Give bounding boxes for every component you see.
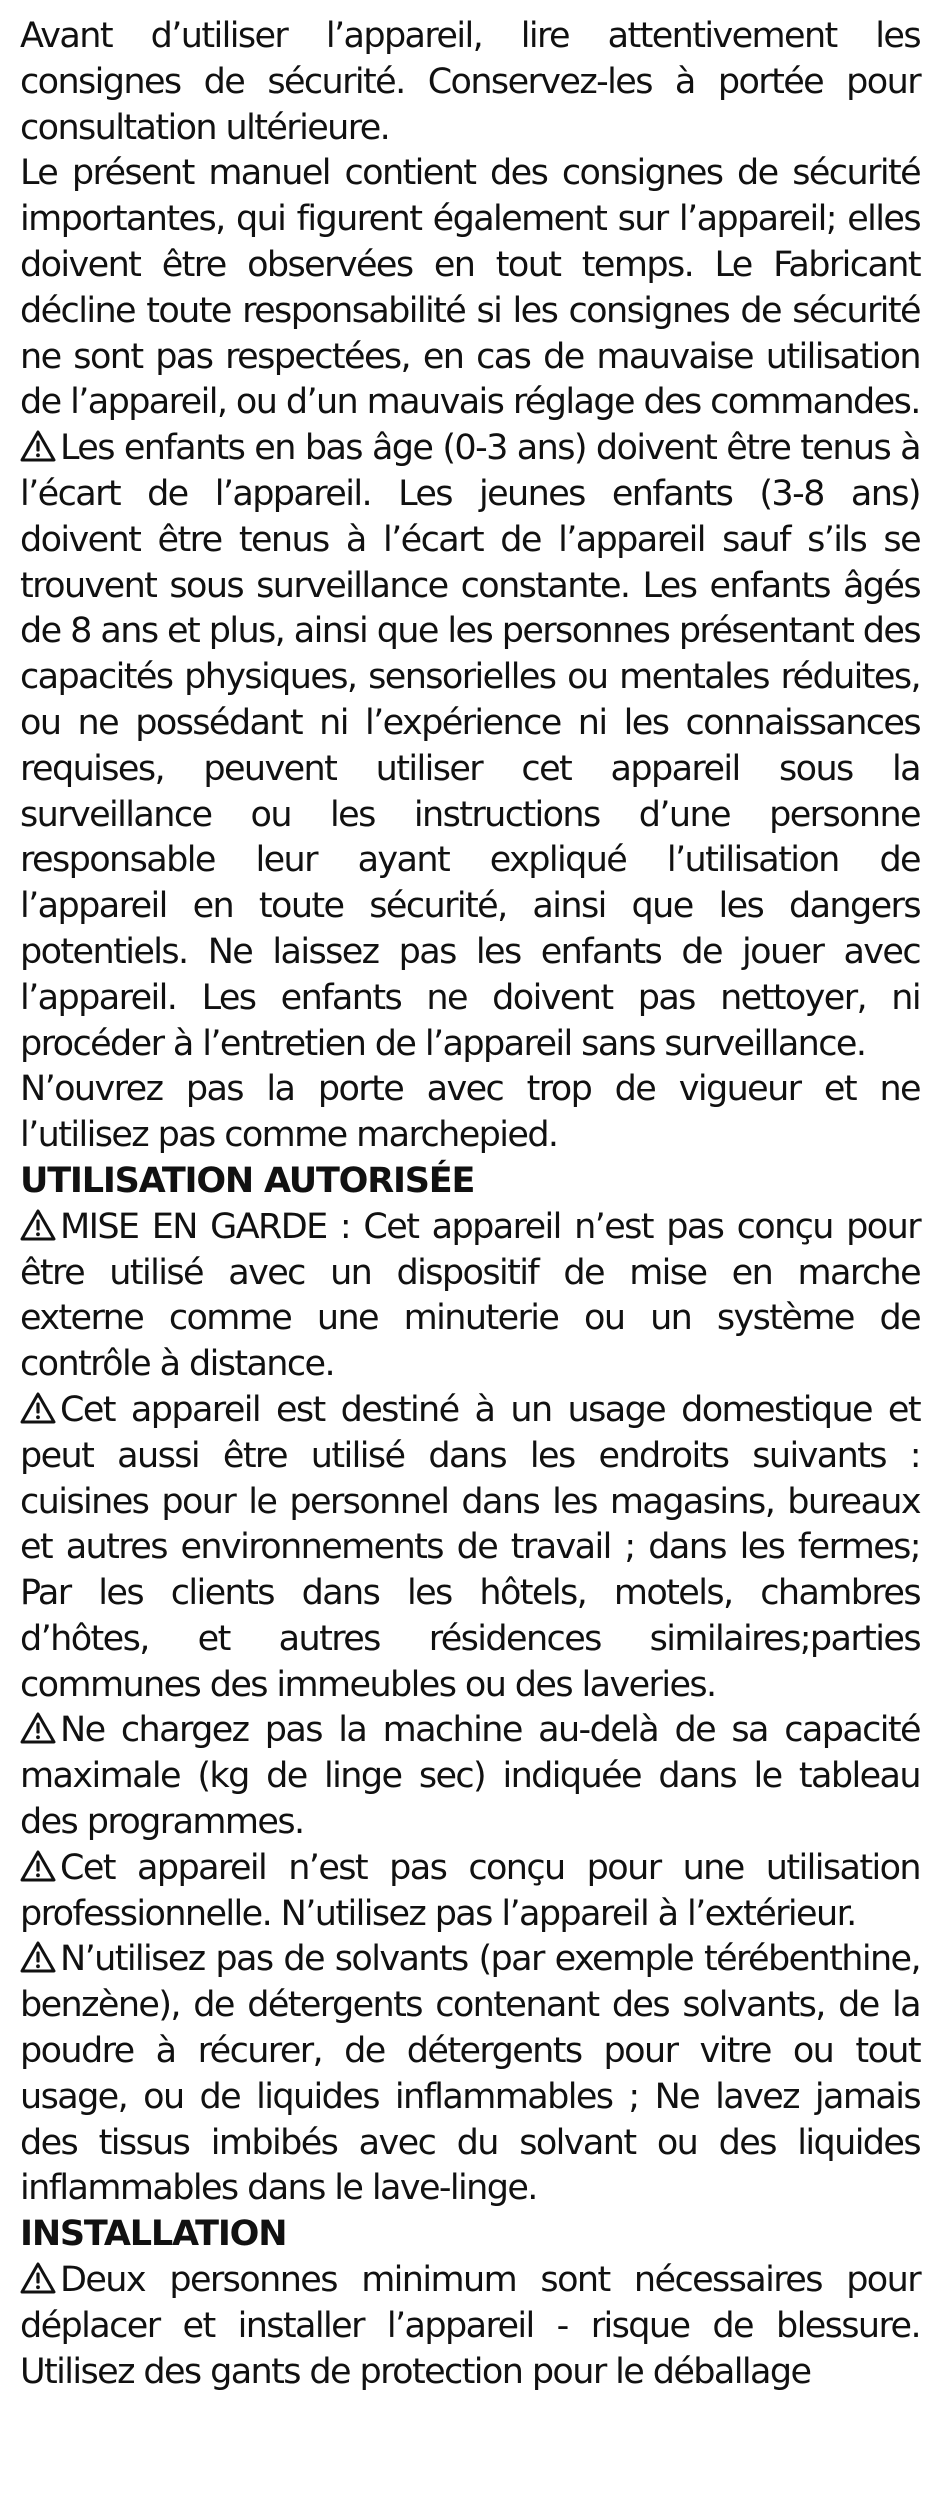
paragraph-text: Cet appareil n’est pas conçu pour une utilisation professionnelle. N’utilisez pas l’appareil à l’extérieur. <box>20 1847 920 1934</box>
domestic-use-warning-paragraph <box>20 1388 920 1709</box>
external-device-warning-paragraph <box>20 1205 920 1388</box>
capacity-warning-paragraph <box>20 1708 920 1845</box>
paragraph-text: Les enfants en bas âge (0-3 ans) doivent être tenus à l’écart de l’appareil. Les jeunes enfants (3-8 ans) doivent être tenus à l’écart de l’appareil sauf s’ils se trouvent sous surveillance constante. Les enfants âgés de 8 ans et plus, ainsi que les personnes présentant des capacités physiques, sensorielles ou mentales réduites, ou ne possédant ni l’expérience ni les connaissances requises, peuvent utiliser cet appareil sous la surveillance ou les instructions d’une personne responsable leur ayant expliqué l’utilisation de l’appareil en toute sécurité, ainsi que les dangers potentiels. Ne laissez pas les enfants de jouer avec l’appareil. Les enfants ne doivent pas nettoyer, ni procéder à l’entretien de l’appareil sans surveillance. <box>20 428 920 1064</box>
paragraph-text: Cet appareil est destiné à un usage domestique et peut aussi être utilisé dans les endroits suivants : cuisines pour le personnel dans les magasins, bureaux et autres environnements de travail ; dans les fermes; Par les clients dans les hôtels, motels, chambres d’hôtes, et autres résidences similaires;parties communes des immeubles ou des laveries. <box>20 1389 920 1705</box>
paragraph-text: Le présent manuel contient des consignes de sécurité importantes, qui figurent également sur l’appareil; elles doivent être observées en tout temps. Le Fabricant décline toute responsabilité si les consignes de sécurité ne sont pas respectées, en cas de mauvaise utilisation de l’appareil, ou d’un mauvais réglage des commandes. <box>20 153 920 423</box>
warning-triangle-icon <box>20 2262 56 2294</box>
professional-use-warning-paragraph <box>20 1846 920 1938</box>
paragraph-text: Deux personnes minimum sont nécessaires pour déplacer et installer l’appareil - risque de blessure. Utilisez des gants de protection pour le déballage <box>20 2260 920 2392</box>
children-warning-paragraph <box>20 426 920 1067</box>
intro-paragraph <box>20 14 920 151</box>
section-heading-installation: INSTALLATION <box>20 2214 287 2255</box>
solvents-warning-paragraph <box>20 1937 920 2212</box>
paragraph-text: N’utilisez pas de solvants (par exemple térébenthine, benzène), de détergents contenant des solvants, de la poudre à récurer, de détergents pour vitre ou tout usage, ou de liquides inflammables ; Ne lavez jamais des tissus imbibés avec du solvant ou des liquides inflammables dans le lave-linge. <box>20 1939 920 2209</box>
paragraph-text: Ne chargez pas la machine au-delà de sa capacité maximale (kg de linge sec) indiquée dans le tableau des programmes. <box>20 1710 920 1843</box>
paragraph-text: MISE EN GARDE : Cet appareil n’est pas conçu pour être utilisé avec un dispositif de mise en marche externe comme une minuterie ou un système de contrôle à distance. <box>20 1206 920 1385</box>
installation-warning-paragraph <box>20 2258 920 2395</box>
door-paragraph <box>20 1067 920 1159</box>
warning-triangle-icon <box>20 1850 56 1882</box>
manual-notice-paragraph <box>20 151 920 426</box>
paragraph-text: Avant d’utiliser l’appareil, lire attentivement les consignes de sécurité. Conservez-les à portée pour consultation ultérieure. <box>20 16 920 148</box>
section-heading-authorized-use: UTILISATION AUTORISÉE <box>20 1160 475 1201</box>
warning-triangle-icon <box>20 430 56 462</box>
warning-triangle-icon <box>20 1392 56 1424</box>
warning-triangle-icon <box>20 1712 56 1744</box>
warning-triangle-icon <box>20 1209 56 1241</box>
paragraph-text: N’ouvrez pas la porte avec trop de vigueur et ne l’utilisez pas comme marchepied. <box>20 1069 920 1156</box>
warning-triangle-icon <box>20 1941 56 1973</box>
